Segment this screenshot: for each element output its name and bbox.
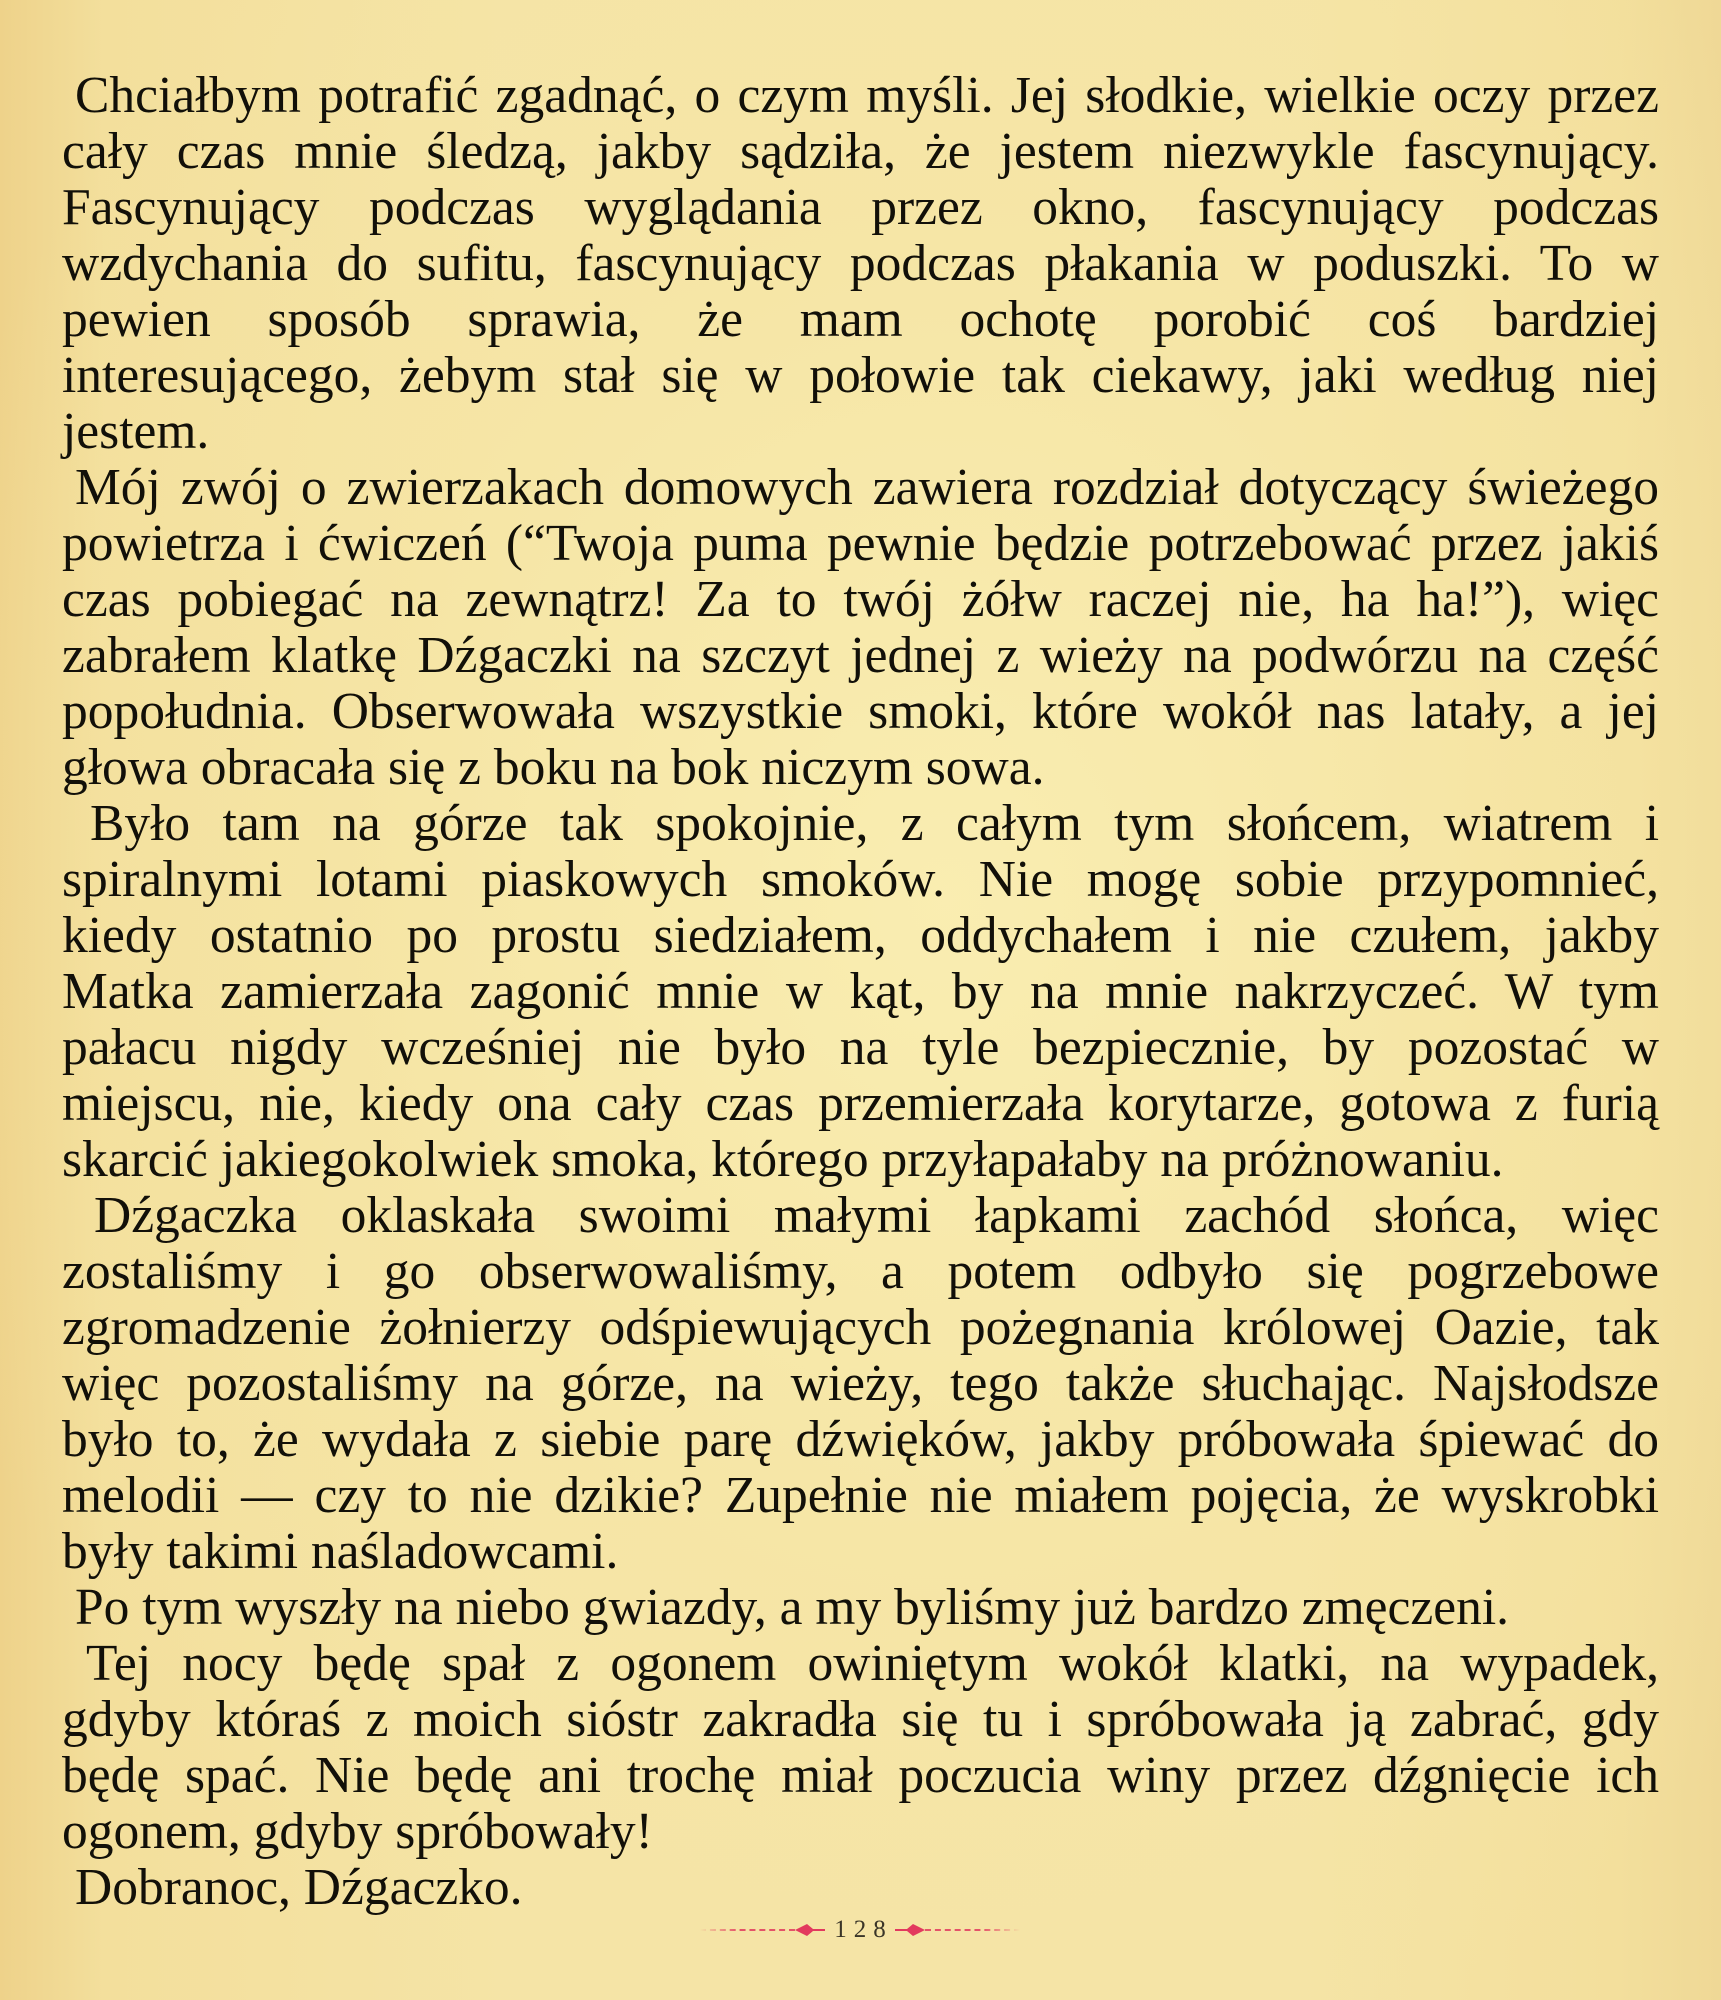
- text-line: Mój zwój o zwierzakach domowych zawiera rozdział dotyczący świeżego: [75, 459, 1659, 516]
- text-line: zostaliśmy i go obserwowaliśmy, a potem odbyło się pogrzebowe: [62, 1243, 1659, 1300]
- text-line: jestem.: [62, 403, 210, 460]
- text-line: gdyby któraś z moich sióstr zakradła się tu i spróbowała ją zabrać, gdy: [62, 1691, 1659, 1748]
- text-line: zabrałem klatkę Dźgaczki na szczyt jednej z wieży na podwórzu na część: [62, 627, 1659, 684]
- text-line: Chciałbym potrafić zgadnąć, o czym myśli. Jej słodkie, wielkie oczy przez: [75, 67, 1659, 124]
- text-line: czas pobiegać na zewnątrz! Za to twój żółw raczej nie, ha ha!”), więc: [62, 571, 1659, 628]
- ornament-dashed-line-left: [700, 1929, 795, 1931]
- text-line: wzdychania do sufitu, fascynujący podczas płakania w poduszki. To w: [62, 235, 1659, 292]
- text-line: skarcić jakiegokolwiek smoka, którego przyłapałaby na próżnowaniu.: [62, 1131, 1504, 1188]
- text-line: miejscu, nie, kiedy ona cały czas przemierzała korytarze, gotowa z furią: [62, 1075, 1659, 1132]
- arrow-diamond-left-icon: [795, 1922, 825, 1938]
- page-folio: [700, 1912, 1020, 1948]
- text-line: pałacu nigdy wcześniej nie było na tyle bezpiecznie, by pozostać w: [62, 1019, 1659, 1076]
- text-line: ogonem, gdyby spróbowały!: [62, 1803, 653, 1860]
- text-line: Po tym wyszły na niebo gwiazdy, a my byliśmy już bardzo zmęczeni.: [75, 1579, 1510, 1636]
- text-line: popołudnia. Obserwowała wszystkie smoki, które wokół nas latały, a jej: [62, 683, 1659, 740]
- text-line: interesującego, żebym stał się w połowie tak ciekawy, jaki według niej: [62, 347, 1659, 404]
- text-line: kiedy ostatnio po prostu siedziałem, oddychałem i nie czułem, jakby: [62, 907, 1659, 964]
- paragraph: [62, 68, 1659, 460]
- text-line: Fascynujący podczas wyglądania przez okno, fascynujący podczas: [62, 179, 1659, 236]
- text-line: głowa obracała się z boku na bok niczym sowa.: [62, 739, 1045, 796]
- text-line: Matka zamierzała zagonić mnie w kąt, by na mnie nakrzyczeć. W tym: [62, 963, 1659, 1020]
- text-line: zgromadzenie żołnierzy odśpiewujących pożegnania królowej Oazie, tak: [62, 1299, 1659, 1356]
- paragraph: [62, 1860, 1659, 1916]
- text-line: było to, że wydała z siebie parę dźwięków, jakby próbowała śpiewać do: [62, 1411, 1659, 1468]
- text-line: Było tam na górze tak spokojnie, z całym tym słońcem, wiatrem i: [90, 795, 1659, 852]
- text-line: melodii — czy to nie dzikie? Zupełnie nie miałem pojęcia, że wyskrobki: [62, 1467, 1659, 1524]
- text-line: były takimi naśladowcami.: [62, 1523, 619, 1580]
- text-line: powietrza i ćwiczeń (“Twoja puma pewnie będzie potrzebować przez jakiś: [62, 515, 1659, 572]
- text-line: będę spać. Nie będę ani trochę miał poczucia winy przez dźgnięcie ich: [62, 1747, 1659, 1804]
- text-line: spiralnymi lotami piaskowych smoków. Nie mogę sobie przypomnieć,: [62, 851, 1659, 908]
- text-line: więc pozostaliśmy na górze, na wieży, tego także słuchając. Najsłodsze: [62, 1355, 1659, 1412]
- paragraph: [62, 1580, 1659, 1636]
- ornament-dashed-line-right: [925, 1929, 1020, 1931]
- paragraph: [62, 1636, 1659, 1860]
- page-number: 128: [834, 1916, 893, 1943]
- text-line: cały czas mnie śledzą, jakby sądziła, że jestem niezwykle fascynujący.: [62, 123, 1659, 180]
- paragraph: [62, 1188, 1659, 1580]
- arrow-diamond-right-icon: [895, 1922, 925, 1938]
- paragraph: [62, 460, 1659, 796]
- text-line: Dźgaczka oklaskała swoimi małymi łapkami zachód słońca, więc: [94, 1187, 1659, 1244]
- text-line: Tej nocy będę spał z ogonem owiniętym wokół klatki, na wypadek,: [86, 1635, 1659, 1692]
- text-line: Dobranoc, Dźgaczko.: [75, 1859, 523, 1916]
- text-line: pewien sposób sprawia, że mam ochotę porobić coś bardziej: [62, 291, 1659, 348]
- paragraph: [62, 796, 1659, 1188]
- page-body-text: [62, 68, 1659, 1916]
